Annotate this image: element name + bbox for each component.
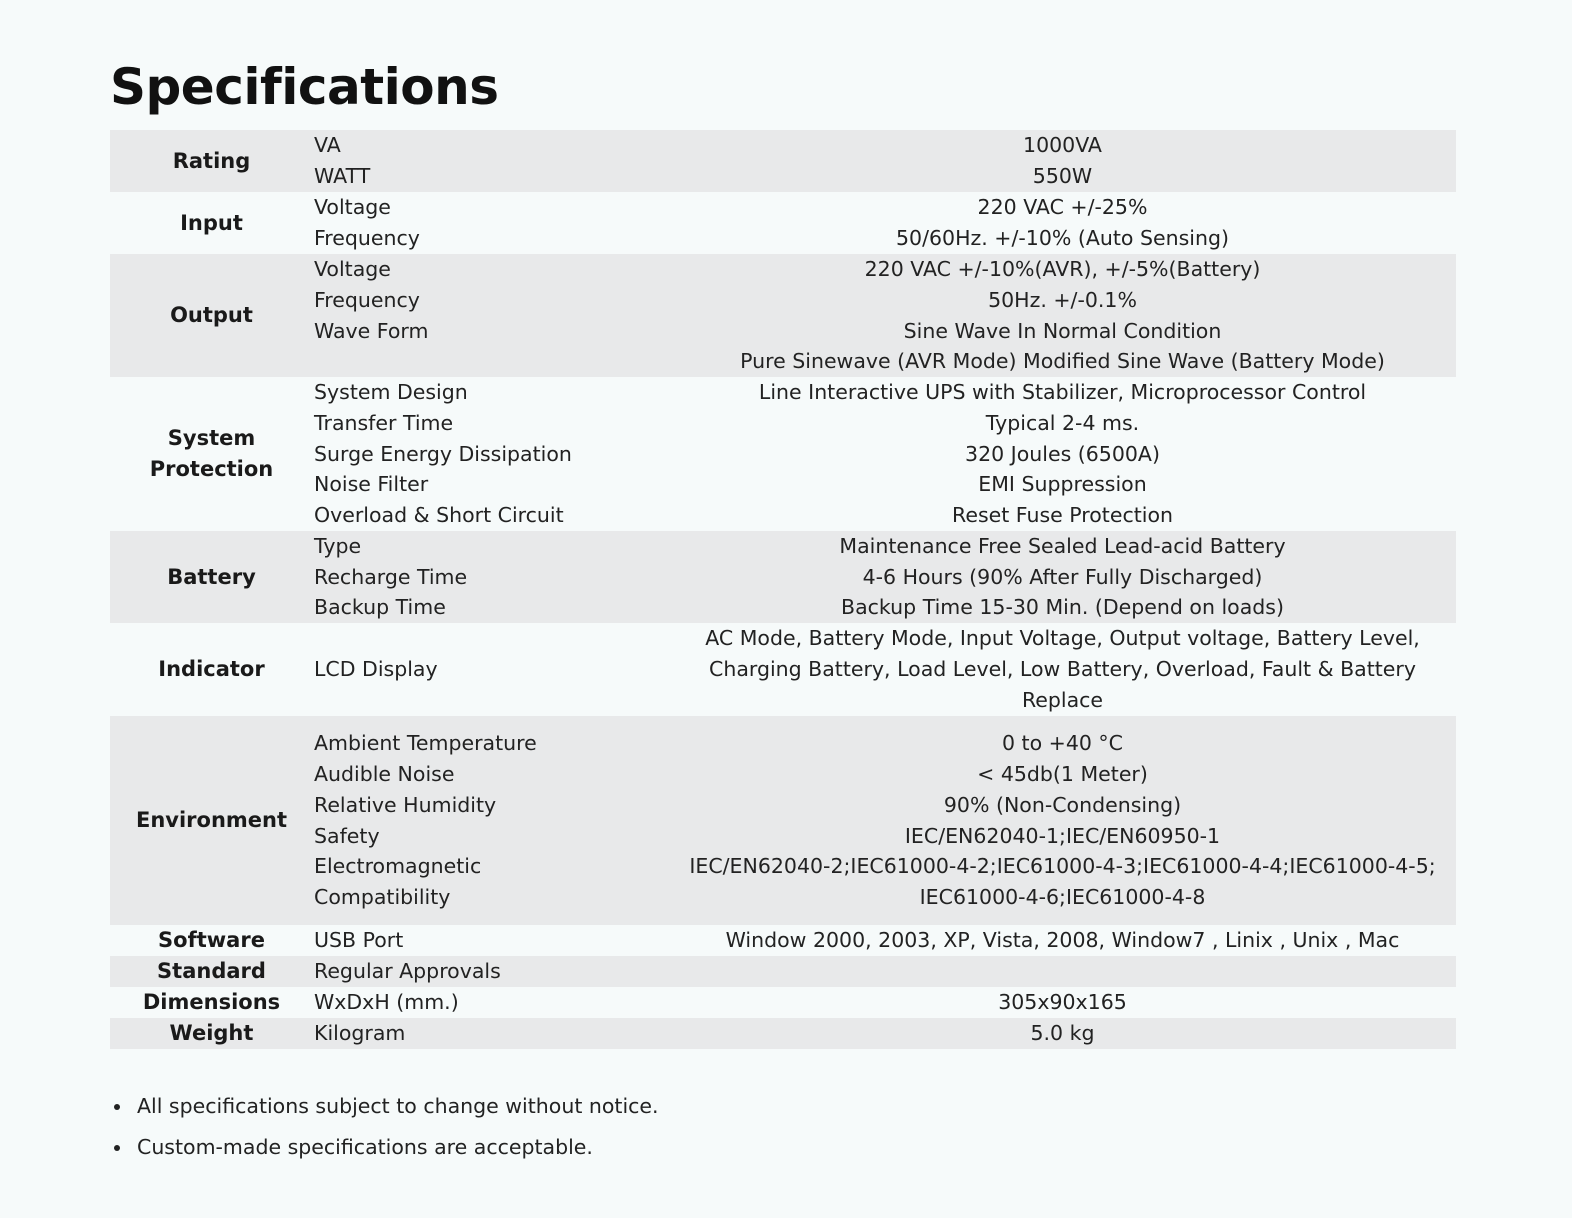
spec-category-label: Protection	[149, 457, 274, 481]
spec-param: Kilogram	[314, 1021, 406, 1046]
spec-param: Overload & Short Circuit	[314, 503, 564, 528]
spec-values	[669, 377, 1456, 531]
spec-value: 5.0 kg	[1030, 1021, 1095, 1046]
spec-param: Compatibility	[314, 884, 451, 909]
spec-values	[669, 130, 1456, 192]
specifications-table	[110, 130, 1456, 1049]
spec-category	[110, 1018, 313, 1049]
spec-params	[313, 1018, 669, 1049]
spec-param: Surge Energy Dissipation	[314, 441, 572, 466]
spec-params	[313, 254, 669, 377]
spec-category	[110, 130, 313, 192]
spec-params	[313, 130, 669, 192]
spec-group	[110, 1018, 1456, 1049]
spec-value: 220 VAC +/-25%	[977, 195, 1148, 220]
spec-category-label: System	[167, 426, 256, 450]
spec-category	[110, 531, 313, 623]
spec-category-label: Rating	[172, 148, 251, 173]
spec-value: 90% (Non-Condensing)	[943, 792, 1182, 817]
spec-group	[110, 623, 1456, 716]
spec-value: Charging Battery, Load Level, Low Battery, Overload, Fault & Battery	[709, 657, 1416, 682]
spec-group	[110, 192, 1456, 254]
spec-param: WxDxH (mm.)	[314, 990, 459, 1015]
spec-value: 305x90x165	[998, 990, 1127, 1015]
note-item	[114, 1086, 659, 1127]
spec-values	[669, 716, 1456, 925]
spec-category-label: Environment	[135, 808, 288, 832]
spec-value: EMI Suppression	[978, 472, 1147, 497]
spec-value: Line Interactive UPS with Stabilizer, Microprocessor Control	[758, 380, 1367, 405]
spec-params	[313, 956, 669, 987]
spec-param: Wave Form	[314, 318, 429, 343]
spec-category	[110, 192, 313, 254]
bullet-icon	[114, 1104, 120, 1110]
spec-param: Relative Humidity	[314, 792, 497, 817]
spec-value: 550W	[1032, 164, 1093, 188]
spec-params	[313, 987, 669, 1018]
spec-group	[110, 925, 1456, 956]
spec-params	[313, 716, 669, 925]
spec-value: 320 Joules (6500A)	[965, 441, 1160, 466]
page-title: Specifications	[110, 58, 499, 116]
spec-value: Backup Time 15-30 Min. (Depend on loads)	[841, 595, 1284, 620]
spec-category-label: Output	[170, 303, 253, 327]
spec-values	[669, 925, 1456, 956]
spec-category-label: Standard	[157, 959, 266, 983]
spec-value: 1000VA	[1023, 133, 1102, 158]
spec-category	[110, 716, 313, 925]
spec-values	[669, 254, 1456, 377]
spec-value: AC Mode, Battery Mode, Input Voltage, Output voltage, Battery Level,	[705, 626, 1420, 651]
spec-category	[110, 254, 313, 377]
spec-values	[669, 192, 1456, 254]
spec-params	[313, 623, 669, 716]
spec-group	[110, 130, 1456, 192]
spec-param: WATT	[314, 164, 371, 188]
spec-params	[313, 531, 669, 623]
spec-param: Noise Filter	[314, 472, 429, 497]
spec-group	[110, 377, 1456, 531]
spec-value: 50/60Hz. +/-10% (Auto Sensing)	[896, 226, 1229, 250]
spec-group	[110, 531, 1456, 623]
spec-param: Frequency	[314, 287, 420, 312]
bullet-icon	[114, 1145, 120, 1151]
spec-value: IEC/EN62040-1;IEC/EN60950-1	[904, 823, 1221, 848]
spec-param: Transfer Time	[314, 410, 454, 435]
spec-category	[110, 925, 313, 956]
spec-category-label: Indicator	[158, 657, 265, 681]
spec-values	[669, 1018, 1456, 1049]
spec-param: Backup Time	[314, 595, 446, 620]
spec-category-label: Software	[158, 928, 265, 952]
spec-param: System Design	[314, 380, 468, 405]
spec-category	[110, 956, 313, 987]
spec-values	[669, 531, 1456, 623]
spec-category-label: Input	[180, 210, 243, 235]
spec-param: Voltage	[314, 257, 391, 282]
notes-list	[114, 1086, 659, 1168]
spec-value: Window 2000, 2003, XP, Vista, 2008, Window7 , Linix , Unix , Mac	[725, 928, 1400, 953]
spec-param: Electromagnetic	[314, 854, 482, 879]
spec-category	[110, 987, 313, 1018]
spec-param: Voltage	[314, 195, 391, 220]
note-text: All specifications subject to change without notice.	[137, 1094, 659, 1118]
spec-param: Type	[314, 533, 362, 558]
spec-value: 4-6 Hours (90% After Fully Discharged)	[862, 564, 1263, 589]
spec-group	[110, 956, 1456, 987]
spec-value: Maintenance Free Sealed Lead-acid Battery	[839, 533, 1286, 558]
spec-value: Sine Wave In Normal Condition	[903, 318, 1222, 343]
spec-param: Frequency	[314, 226, 420, 250]
spec-params	[313, 925, 669, 956]
spec-value: IEC/EN62040-2;IEC61000-4-2;IEC61000-4-3;IEC61000-4-4;IEC61000-4-5;	[689, 854, 1436, 879]
spec-param: Recharge Time	[314, 564, 468, 589]
spec-value	[1059, 956, 1066, 987]
spec-param	[314, 346, 669, 377]
spec-value: IEC61000-4-6;IEC61000-4-8	[919, 884, 1206, 909]
spec-param: VA	[314, 133, 341, 158]
spec-param: Regular Approvals	[314, 959, 501, 984]
spec-value: 0 to +40 °C	[1002, 731, 1123, 756]
spec-value: Replace	[1021, 687, 1104, 712]
spec-values	[669, 623, 1456, 716]
spec-category-label: Battery	[167, 564, 256, 589]
spec-category-label: Weight	[169, 1021, 254, 1045]
spec-value: Reset Fuse Protection	[952, 503, 1173, 528]
spec-param: Ambient Temperature	[314, 731, 537, 756]
spec-category	[110, 377, 313, 531]
spec-param: USB Port	[314, 928, 404, 953]
spec-params	[313, 192, 669, 254]
spec-category	[110, 623, 313, 716]
spec-value: < 45db(1 Meter)	[977, 762, 1148, 787]
note-text: Custom-made specifications are acceptable.	[137, 1135, 593, 1159]
spec-group	[110, 716, 1456, 925]
spec-param: Audible Noise	[314, 762, 455, 787]
spec-value: Typical 2-4 ms.	[985, 410, 1140, 435]
spec-param: LCD Display	[314, 657, 438, 682]
spec-value: 50Hz. +/-0.1%	[988, 287, 1137, 312]
spec-param: Safety	[314, 823, 380, 848]
spec-values	[669, 956, 1456, 987]
spec-category-label: Dimensions	[142, 990, 281, 1014]
spec-values	[669, 987, 1456, 1018]
spec-group	[110, 987, 1456, 1018]
note-item	[114, 1127, 659, 1168]
spec-params	[313, 377, 669, 531]
spec-group	[110, 254, 1456, 377]
spec-value: Pure Sinewave (AVR Mode) Modified Sine Wave (Battery Mode)	[740, 349, 1385, 374]
spec-value: 220 VAC +/-10%(AVR), +/-5%(Battery)	[864, 257, 1261, 282]
